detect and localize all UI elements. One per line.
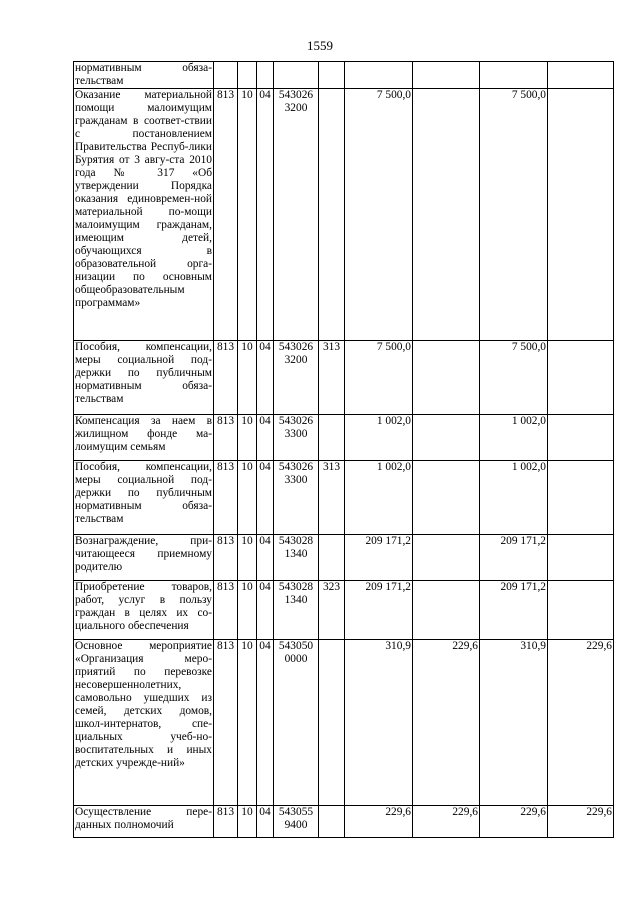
amount-cell: 7 500,0 [480,89,548,341]
amount-cell: 7 500,0 [345,341,413,415]
amount-cell: 229,6 [548,640,614,806]
target-article-code: 543026 3300 [274,415,319,461]
target-article-code: 543028 1340 [274,535,319,581]
amount-cell [413,341,480,415]
table-row [74,341,614,415]
amount-cell [413,461,480,535]
subsection-code: 04 [257,89,274,341]
table-row [74,89,614,341]
target-article-code: 543026 3300 [274,461,319,535]
section-code: 10 [238,806,257,838]
ministry-code: 813 [214,341,238,415]
amount-cell: 229,6 [413,806,480,838]
page-number: 1559 [307,38,333,53]
expense-type-code: 313 [319,341,345,415]
row-name: Пособия, компенсации, меры социальной под-держки по публичным нормативным обяза-тельствам [74,461,214,535]
amount-cell [548,415,614,461]
amount-cell: 209 171,2 [345,535,413,581]
amount-cell: 1 002,0 [345,461,413,535]
section-code: 10 [238,461,257,535]
table-row [74,535,614,581]
row-name: Осуществление пере-данных полномочий [74,806,214,838]
amount-cell [548,341,614,415]
amount-cell [413,581,480,640]
section-code: 10 [238,640,257,806]
subsection-code [257,62,274,89]
target-article-code: 543026 3200 [274,89,319,341]
target-article-code: 543026 3200 [274,341,319,415]
row-name: Пособия, компенсации, меры социальной под-держки по публичным нормативным обяза-тельствам [74,341,214,415]
table-row [74,461,614,535]
ministry-code: 813 [214,461,238,535]
subsection-code: 04 [257,806,274,838]
expense-type-code [319,806,345,838]
amount-cell [413,415,480,461]
row-name: Основное мероприятие «Организация меро-приятий по перевозке несовершеннолетних, самовольно ушедших из семей, детских домов, школ-интернатов, спе-циальных учеб-но-воспитательных и иных детских учрежде-ний» [74,640,214,806]
ministry-code: 813 [214,640,238,806]
amount-cell: 229,6 [345,806,413,838]
amount-cell [548,62,614,89]
table-row [74,62,614,89]
expense-type-code [319,415,345,461]
subsection-code: 04 [257,535,274,581]
section-code: 10 [238,415,257,461]
budget-table [73,61,614,838]
amount-cell [345,62,413,89]
ministry-code: 813 [214,415,238,461]
section-code: 10 [238,581,257,640]
amount-cell: 229,6 [413,640,480,806]
section-code: 10 [238,89,257,341]
subsection-code: 04 [257,461,274,535]
subsection-code: 04 [257,341,274,415]
target-article-code [274,62,319,89]
table-row [74,640,614,806]
subsection-code: 04 [257,415,274,461]
subsection-code: 04 [257,640,274,806]
row-name: нормативным обяза-тельствам [75,62,212,87]
section-code [238,62,257,89]
section-code: 10 [238,341,257,415]
amount-cell: 209 171,2 [480,581,548,640]
amount-cell [413,89,480,341]
row-name: Приобретение товаров, работ, услуг в пользу граждан в целях их со-циального обеспечения [74,581,214,640]
amount-cell [548,535,614,581]
row-name: Компенсация за наем в жилищном фонде ма-лоимущим семьям [74,415,214,461]
ministry-code [214,62,238,89]
amount-cell: 7 500,0 [345,89,413,341]
amount-cell [548,89,614,341]
amount-cell [413,62,480,89]
expense-type-code: 313 [319,461,345,535]
amount-cell [413,535,480,581]
ministry-code: 813 [214,535,238,581]
target-article-code: 543055 9400 [274,806,319,838]
subsection-code: 04 [257,581,274,640]
expense-type-code [319,89,345,341]
ministry-code: 813 [214,581,238,640]
row-name: Оказание материальной помощи малоимущим гражданам в соответ-ствии с постановлением Правительства Респуб-лики Бурятия от 3 авгу-ста 2010 года № 317 «Об утверждении Порядка оказания единовремен-ной материальной по-мощи малоимущим гражданам, имеющим детей, обучающихся в образовательной орга-низации по основным общеобразовательным программам» [74,89,214,341]
table-row [74,806,614,838]
amount-cell: 7 500,0 [480,341,548,415]
amount-cell: 310,9 [480,640,548,806]
expense-type-code [319,62,345,89]
expense-type-code: 323 [319,581,345,640]
amount-cell: 229,6 [548,806,614,838]
amount-cell: 209 171,2 [480,535,548,581]
amount-cell [548,461,614,535]
table-row [74,415,614,461]
section-code: 10 [238,535,257,581]
amount-cell: 1 002,0 [480,415,548,461]
amount-cell [480,62,548,89]
amount-cell: 209 171,2 [345,581,413,640]
amount-cell: 1 002,0 [345,415,413,461]
table-row [74,581,614,640]
expense-type-code [319,640,345,806]
target-article-code: 543050 0000 [274,640,319,806]
amount-cell: 229,6 [480,806,548,838]
row-name: Вознаграждение, при-читающееся приемному родителю [74,535,214,581]
ministry-code: 813 [214,89,238,341]
amount-cell [548,581,614,640]
amount-cell: 310,9 [345,640,413,806]
amount-cell: 1 002,0 [480,461,548,535]
target-article-code: 543028 1340 [274,581,319,640]
expense-type-code [319,535,345,581]
ministry-code: 813 [214,806,238,838]
